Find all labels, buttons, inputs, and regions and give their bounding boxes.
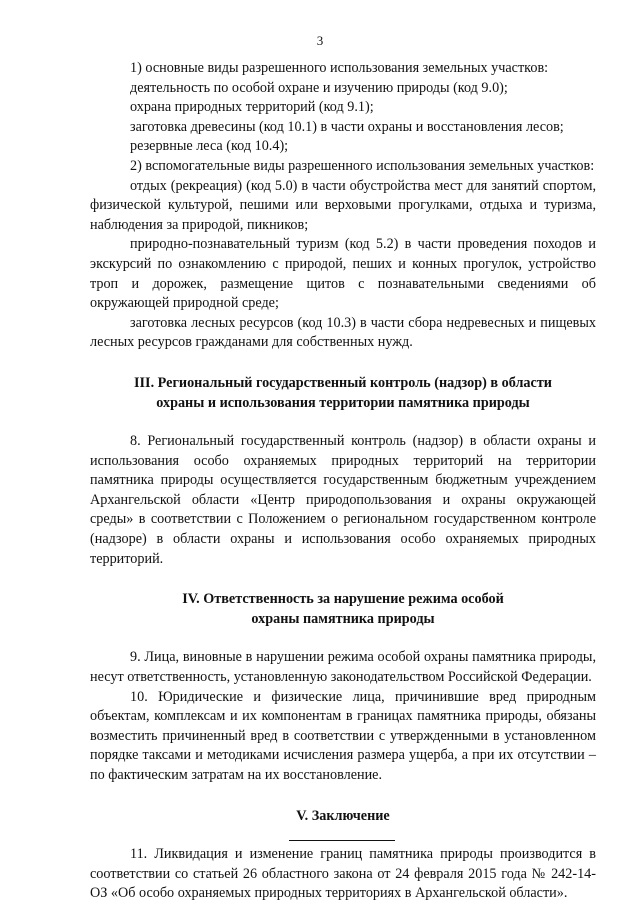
- paragraph-8: 8. Региональный государственный контроль (надзор) в области охраны и использования особо охраняемых природных территорий на территории памятника природы осуществляется государственным бюджетным учреждением Архангельской области «Центр природопользования и охраны окружающей среды» в соответствии с Положением о региональном государственном контроле (надзоре) в области охраны и использования особо охраняемых природных территорий.: [90, 433, 596, 567]
- heading-line: IV. Ответственность за нарушение режима особой: [182, 591, 504, 608]
- document-body: [90, 59, 596, 904]
- heading-line: III. Региональный государственный контроль (надзор) в области: [134, 374, 552, 391]
- paragraph-11: 11. Ликвидация и изменение границ памятника природы производится в соответствии со статьей 26 областного закона от 24 февраля 2015 года № 242-14-ОЗ «Об особо охраняемых природных территориях в Архангельской области».: [90, 846, 596, 902]
- section-heading-v: V. Заключение: [296, 807, 390, 824]
- list-line: заготовка древесины (код 10.1) в части охраны и восстановления лесов;: [130, 118, 564, 135]
- list-line: 1) основные виды разрешенного использования земельных участков:: [130, 60, 549, 76]
- paragraph-tourism: природно-познавательный туризм (код 5.2) в части проведения походов и экскурсий по ознакомлению с природой, пеших и конных прогулок, устройство троп и дорожек, размещение щитов с познавательными сведениями об окружающей природной среде;: [90, 236, 596, 312]
- heading-line: охраны и использования территории памятника природы: [156, 394, 530, 411]
- list-line: деятельность по особой охране и изучению природы (код 9.0);: [130, 79, 508, 96]
- section-heading-iii: [90, 374, 596, 413]
- list-line: охрана природных территорий (код 9.1);: [130, 99, 374, 116]
- section-heading-iv: [90, 590, 596, 629]
- list-line: резервные леса (код 10.4);: [130, 138, 289, 155]
- paragraph-9: 9. Лица, виновные в нарушении режима особой охраны памятника природы, несут ответственность, установленную законодательством Российской Федерации.: [90, 649, 596, 686]
- heading-line: охраны памятника природы: [251, 610, 435, 627]
- list-line: 2) вспомогательные виды разрешенного использования земельных участков:: [130, 157, 595, 174]
- closing-rule: [289, 840, 395, 841]
- page-number: 3: [316, 33, 324, 48]
- paragraph-10: 10. Юридические и физические лица, причинившие вред природным объектам, комплексам и их компонентам в границах памятника природы, обязаны возместить причиненный вред в соответствии с утвержденными в установленном порядке таксами и методиками исчисления размера ущерба, а при их отсутствии – по фактическим затратам на их восстановление.: [90, 688, 596, 783]
- paragraph-forest-resources: заготовка лесных ресурсов (код 10.3) в части сбора недревесных и пищевых лесных ресурсов гражданами для собственных нужд.: [90, 314, 596, 351]
- paragraph-recreation: отдых (рекреация) (код 5.0) в части обустройства мест для занятий спортом, физической культурой, пешими или верховыми прогулками, отдыха и туризма, наблюдения за природой, пикников;: [90, 177, 596, 233]
- permitted-use-list: [90, 59, 596, 177]
